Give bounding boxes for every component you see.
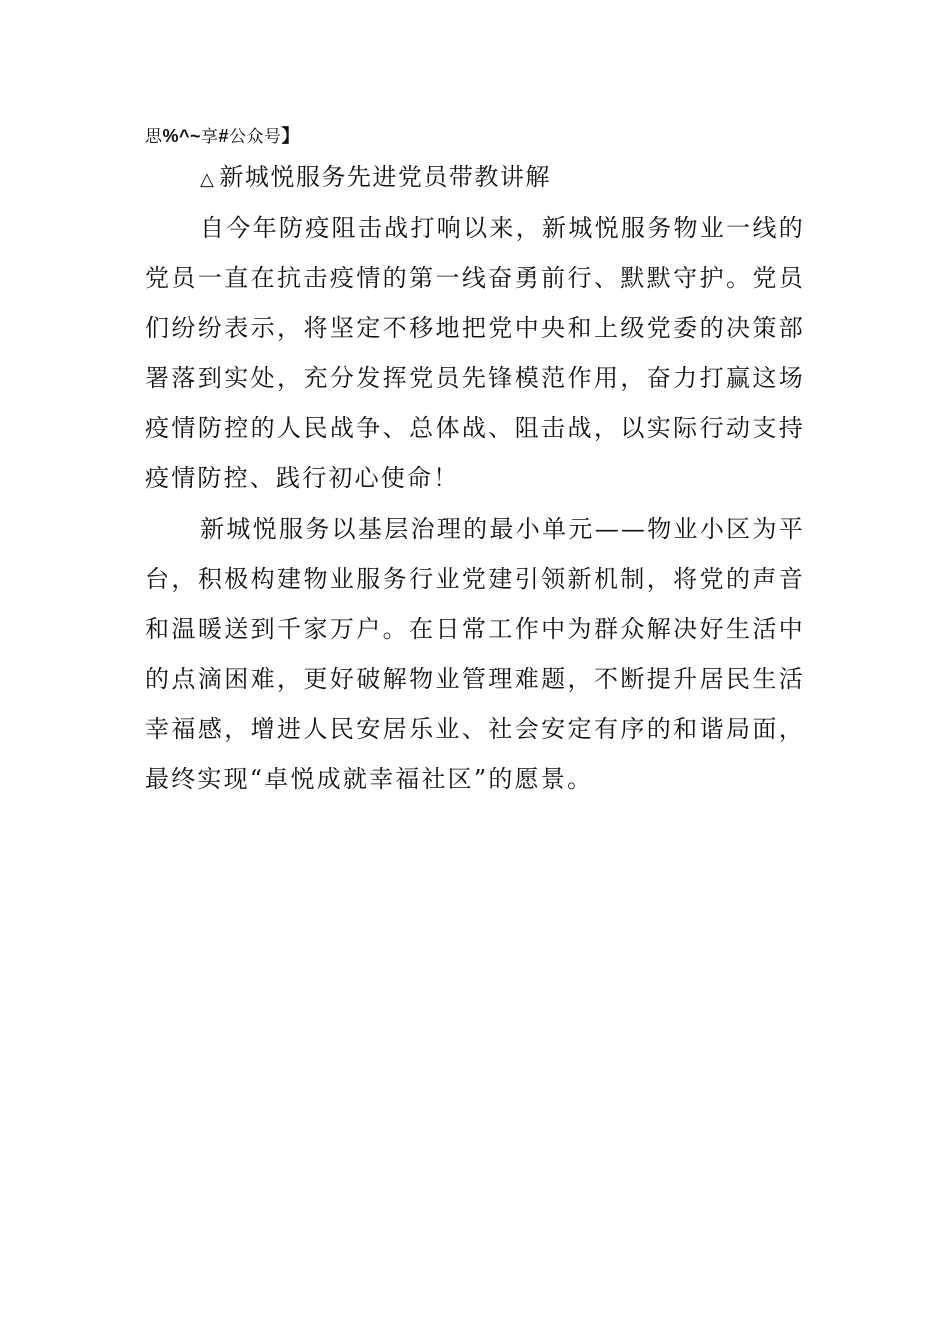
header-hash: # — [218, 126, 230, 146]
header-char: 享 — [201, 127, 219, 147]
image-caption — [200, 157, 551, 200]
header-bracket: 】 — [281, 126, 301, 146]
header-text: 公众号 — [229, 127, 282, 147]
header-symbols: %^~ — [162, 126, 202, 146]
header-char: 思 — [145, 127, 163, 147]
header-fragment — [145, 124, 300, 149]
body-paragraph-1: 自今年防疫阻击战打响以来，新城悦服务物业一线的党员一直在抗击疫情的第一线奋勇前行、默默守护。党员们纷纷表示，将坚定不移地把党中央和上级党委的决策部署落到实处，充分发挥党员先锋模范作用，奋力打赢这场疫情防控的人民战争、总体战、阻击战，以实际行动支持疫情防控、践行初心使命！ — [145, 214, 805, 492]
caption-text: 新城悦服务先进党员带教讲解 — [219, 163, 551, 191]
body-paragraph-2: 新城悦服务以基层治理的最小单元——物业小区为平台，积极构建物业服务行业党建引领新机制，将党的声音和温暖送到千家万户。在日常工作中为群众解决好生活中的点滴困难，更好破解物业管理难题，不断提升居民生活幸福感，增进人民安居乐业、社会安定有序的和谐局面，最终实现“卓悦成就幸福社区”的愿景。 — [145, 515, 805, 793]
triangle-icon: △ — [200, 169, 216, 190]
